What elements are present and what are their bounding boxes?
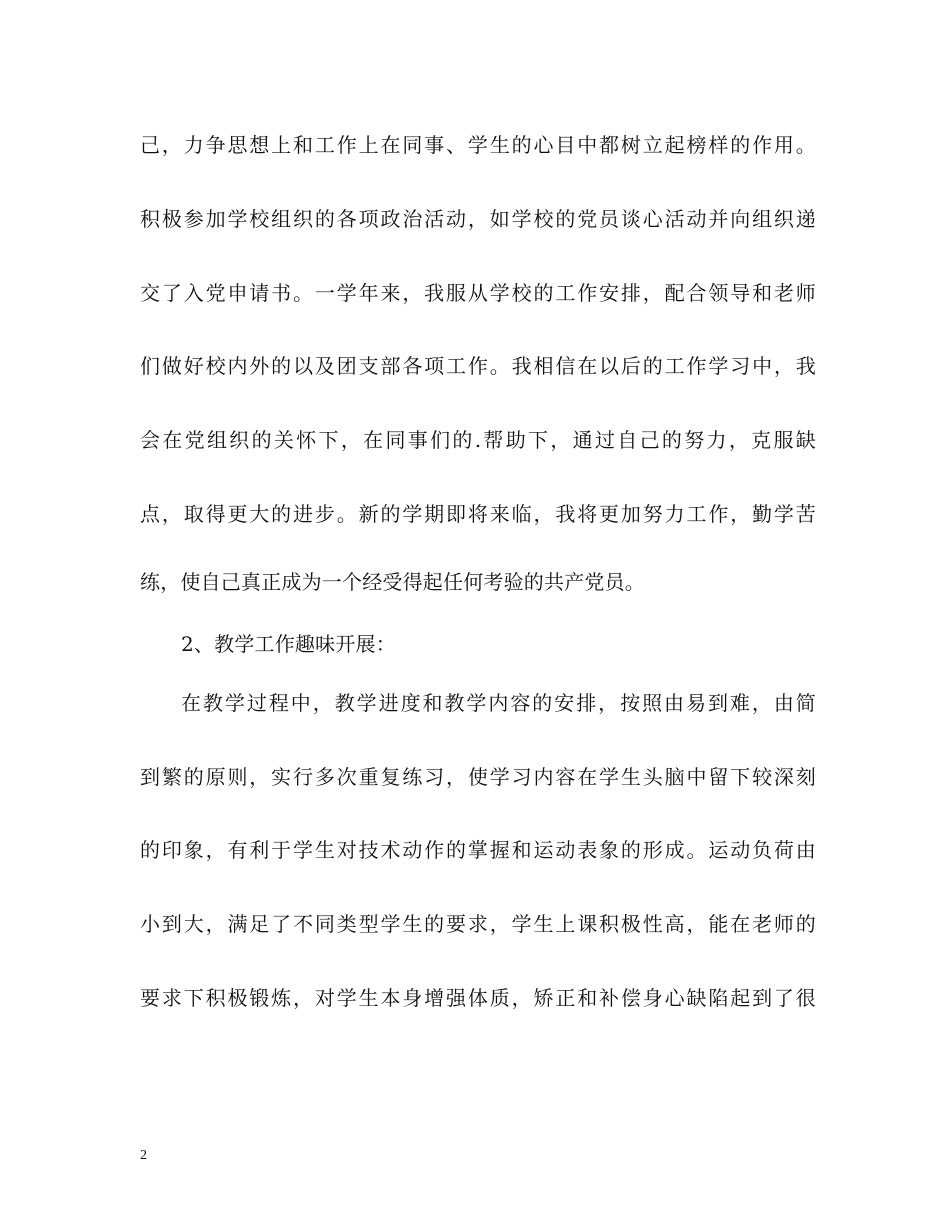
body-text-line: 的印象，有利于学生对技术动作的掌握和运动表象的形成。运动负荷由 [140, 838, 816, 862]
body-text-line: 点，取得更大的进步。新的学期即将来临，我将更加努力工作，勤学苦 [140, 502, 816, 526]
body-text-line: 练，使自己真正成为一个经受得起任何考验的共产党员。 [140, 570, 645, 594]
section-heading: 2、教学工作趣味开展： [181, 632, 396, 656]
body-text-line: 们做好校内外的以及团支部各项工作。我相信在以后的工作学习中，我 [140, 354, 816, 378]
body-text-line: 要求下积极锻炼，对学生本身增强体质，矫正和补偿身心缺陷起到了很 [140, 986, 816, 1010]
body-text-line: 交了入党申请书。一学年来，我服从学校的工作安排，配合领导和老师 [140, 281, 816, 305]
body-text-line: 己，力争思想上和工作上在同事、学生的心目中都树立起榜样的作用。 [140, 133, 816, 157]
body-text-line: 小到大，满足了不同类型学生的要求，学生上课积极性高，能在老师的 [140, 912, 816, 936]
body-text-line: 在教学过程中，教学进度和教学内容的安排，按照由易到难，由简 [181, 691, 816, 715]
body-text-line: 会在党组织的关怀下，在同事们的.帮助下，通过自己的努力，克服缺 [140, 428, 816, 452]
body-text-line: 到繁的原则，实行多次重复练习，使学习内容在学生头脑中留下较深刻 [140, 765, 816, 789]
page-number: 2 [140, 1148, 147, 1163]
body-text-line: 积极参加学校组织的各项政治活动，如学校的党员谈心活动并向组织递 [140, 207, 816, 231]
